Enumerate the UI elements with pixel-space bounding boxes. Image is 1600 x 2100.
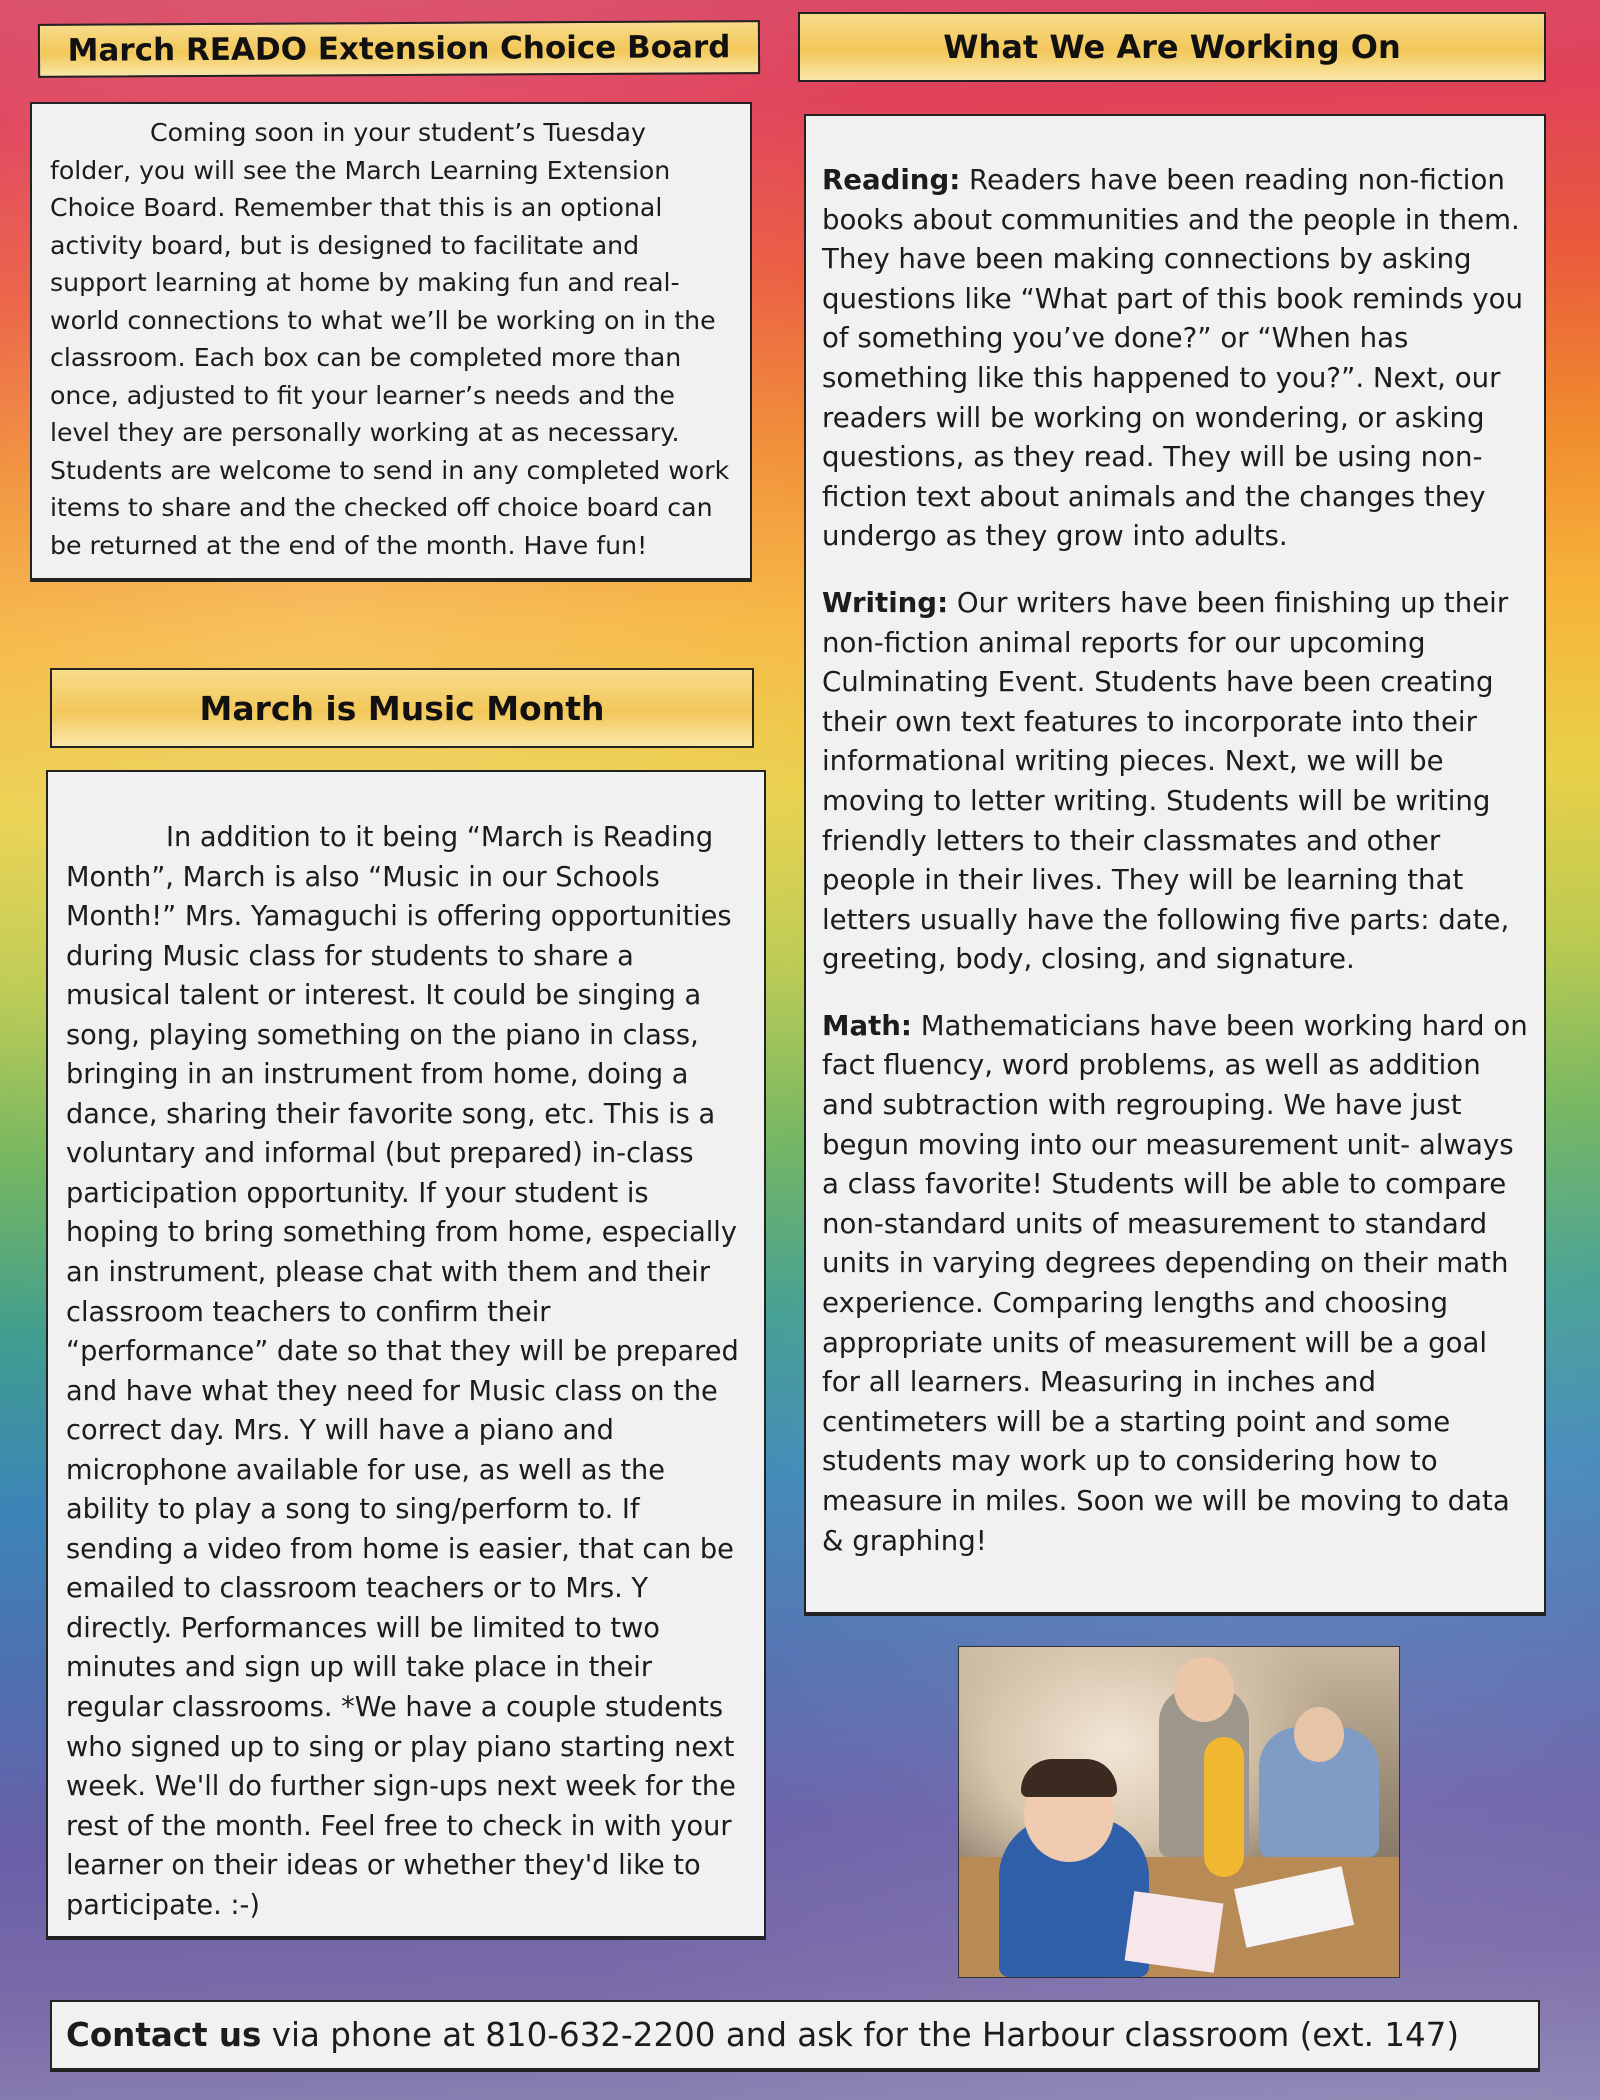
readado-header (38, 20, 760, 78)
working-title: What We Are Working On (943, 28, 1401, 66)
music-title: March is Music Month (199, 688, 605, 728)
readado-title: March READO Extension Choice Board (67, 29, 731, 69)
writing-text: Our writers have been finishing up their non-fiction animal reports for our upcoming Culminating Event. Students have been creating their own text features to incorporate into their informational writing pieces. Next, we will be moving to letter writing. Students will be writing friendly letters to their classmates and other people in their lives. They will be learning that letters usually have the following five parts: date, greeting, body, closing, and signature. (822, 585, 1510, 976)
music-panel (46, 770, 766, 1938)
reading-paragraph (822, 160, 1530, 556)
working-header (798, 12, 1546, 82)
reading-text: Readers have been reading non-fiction books about communities and the people in them. They have been making connections by asking questions like “What part of this book reminds you of something you’ve done?” or “When has something like this happened to you?”. Next, our readers will be working on wondering, or asking questions, as they read. They will be using non-fiction text about animals and the changes they undergo as they grow into adults. (822, 163, 1523, 553)
music-body: In addition to it being “March is Reading Month”, March is also “Music in our Schools Month!” Mrs. Yamaguchi is offering opportunities during Music class for students to share a musical talent or interest. It could be singing a song, playing something on the piano in class, bringing in an instrument from home, doing a dance, sharing their favorite song, etc. This is a voluntary and informal (but prepared) in-class participation opportunity. If your student is hoping to bring something from home, especially an instrument, please chat with them and their classroom teachers to confirm their “performance” date so that they will be prepared and have what they need for Music class on the correct day. Mrs. Y will have a piano and microphone available for use, as well as the ability to play a song to sing/perform to. If sending a video from home is easier, that can be emailed to classroom teachers or to Mrs. Y directly. Performances will be limited to two minutes and sign up will take place in their regular classrooms. *We have a couple students who signed up to sing or play piano starting next week. We'll do further sign-ups next week for the rest of the month. Feel free to check in with your learner on their ideas or whether they'd like to participate. :-) (66, 822, 739, 1921)
writing-paragraph (822, 583, 1530, 979)
math-text: Mathematicians have been working hard on fact fluency, word problems, as well as addition and subtraction with regrouping. We have just begun moving into our measurement unit- always a class favorite! Students will be able to compare non-standard units of measurement to standard units in varying degrees depending on their math experience. Comparing lengths and choosing appropriate units of measurement will be a goal for all learners. Measuring in inches and centimeters will be a starting point and some students may work up to considering how to measure in miles. Soon we will be moving to data & graphing! (822, 1008, 1528, 1557)
math-label: Math: (822, 1008, 912, 1042)
contact-bar (50, 2000, 1540, 2070)
classroom-photo (958, 1646, 1400, 1978)
working-panel (804, 114, 1546, 1614)
readado-panel (30, 102, 752, 580)
contact-label: Contact us (66, 2016, 262, 2054)
music-header (50, 668, 754, 748)
contact-text: via phone at 810-632-2200 and ask for the Harbour classroom (ext. 147) (261, 2016, 1460, 2054)
writing-label: Writing: (822, 585, 949, 619)
math-paragraph (822, 1006, 1530, 1560)
readado-body: Coming soon in your student’s Tuesday folder, you will see the March Learning Extension Choice Board. Remember that this is an optional activity board, but is designed to facilitate and support learning at home by making fun and real-world connections to what we’ll be working on in the classroom. Each box can be completed more than once, adjusted to fit your learner’s needs and the level they are personally working at as necessary. Students are welcome to send in any completed work items to share and the checked off choice board can be returned at the end of the month. Have fun! (50, 118, 730, 560)
reading-label: Reading: (822, 163, 961, 196)
